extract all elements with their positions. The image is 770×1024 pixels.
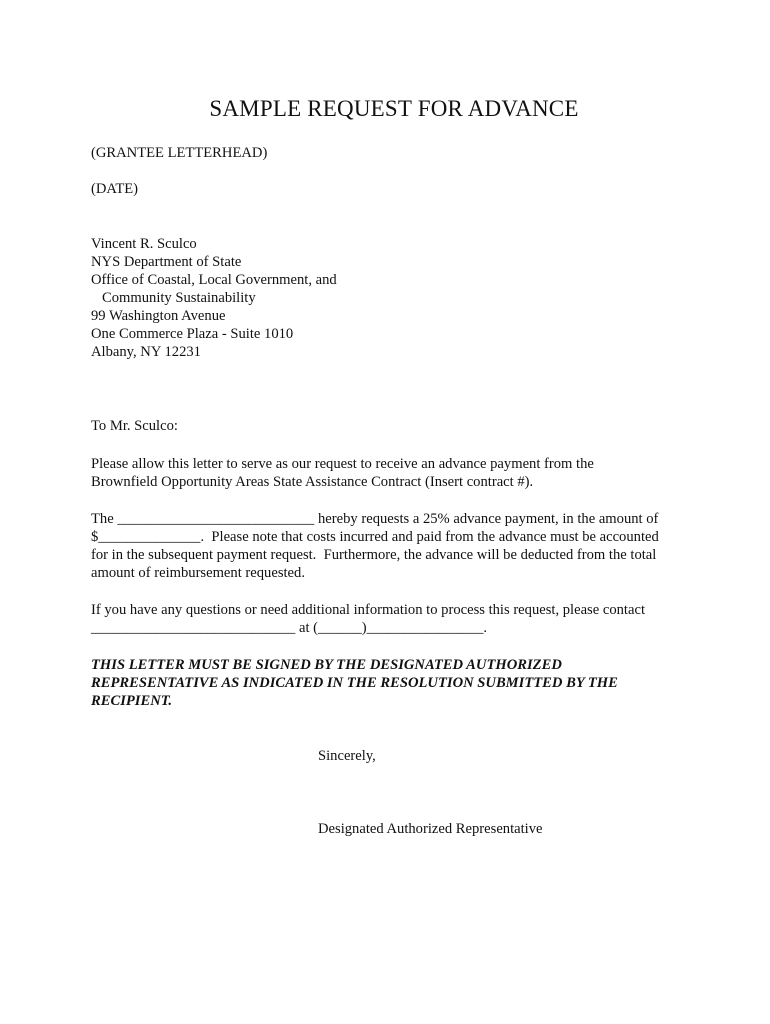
letterhead-placeholder: (GRANTEE LETTERHEAD) [91, 145, 268, 161]
salutation: To Mr. Sculco: [91, 418, 178, 434]
closing: Sincerely, [318, 748, 376, 764]
paragraph-line: $______________. Please note that costs incurred and paid from the advance must be accounted [91, 529, 659, 545]
notice-line: RECIPIENT. [91, 693, 172, 709]
address-line: NYS Department of State [91, 254, 242, 270]
paragraph-line: for in the subsequent payment request. Furthermore, the advance will be deducted from the total [91, 547, 657, 563]
paragraph-line: If you have any questions or need additional information to process this request, please contact [91, 602, 645, 618]
paragraph-line: amount of reimbursement requested. [91, 565, 305, 581]
address-line: Vincent R. Sculco [91, 236, 197, 252]
date-placeholder: (DATE) [91, 181, 139, 197]
paragraph-line: Brownfield Opportunity Areas State Assistance Contract (Insert contract #). [91, 474, 534, 490]
paragraph-line: The ___________________________ hereby requests a 25% advance payment, in the amount of [91, 511, 659, 527]
address-line: 99 Washington Avenue [91, 308, 226, 324]
address-line: Office of Coastal, Local Government, and [91, 272, 337, 288]
notice-line: REPRESENTATIVE AS INDICATED IN THE RESOLUTION SUBMITTED BY THE [91, 675, 618, 691]
notice-line: THIS LETTER MUST BE SIGNED BY THE DESIGNATED AUTHORIZED [91, 657, 562, 673]
address-line: Albany, NY 12231 [91, 344, 201, 360]
paragraph-line: Please allow this letter to serve as our request to receive an advance payment from the [91, 456, 594, 472]
address-line: Community Sustainability [102, 290, 256, 306]
address-line: One Commerce Plaza - Suite 1010 [91, 326, 294, 342]
signature-title: Designated Authorized Representative [318, 821, 543, 837]
paragraph-line: ____________________________ at (______)________________. [91, 620, 488, 636]
document-title: SAMPLE REQUEST FOR ADVANCE [209, 96, 579, 121]
